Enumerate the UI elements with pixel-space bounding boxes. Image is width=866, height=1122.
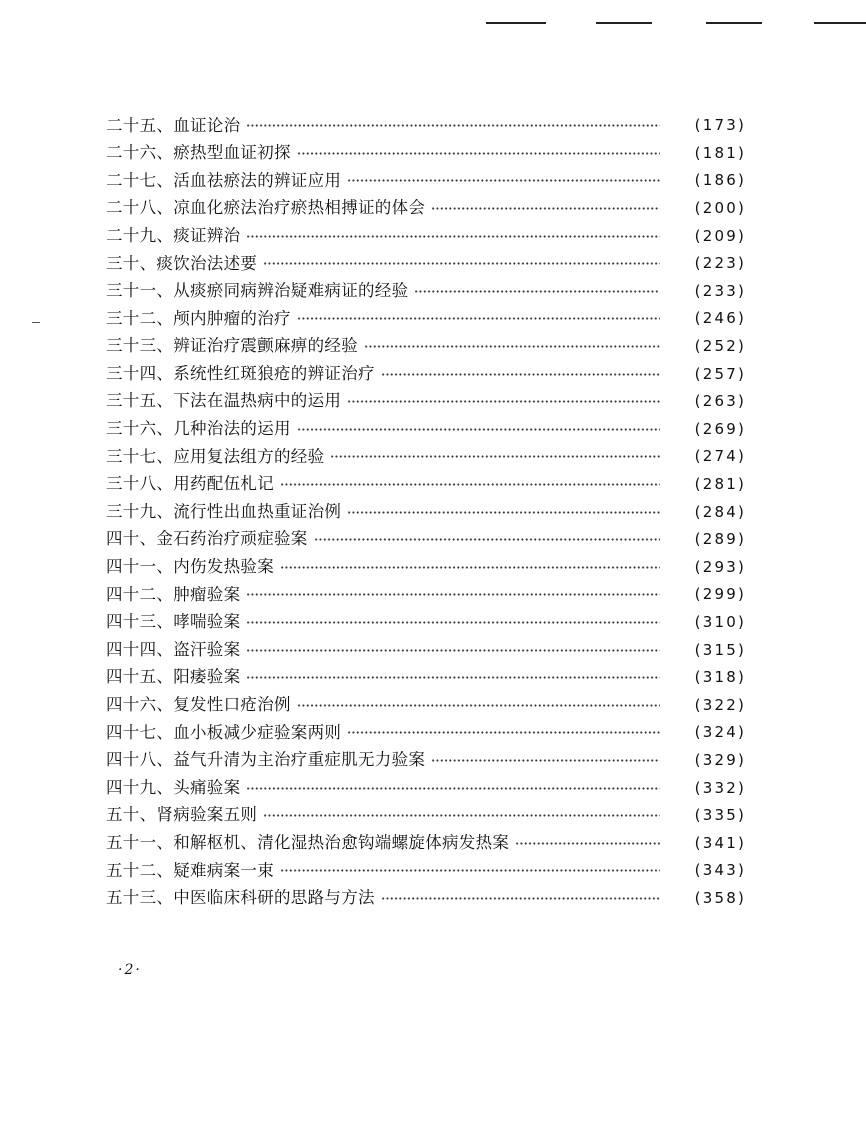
page-number: ·2· bbox=[118, 962, 142, 978]
toc-entry bbox=[106, 471, 746, 499]
toc-entry-page: (173) bbox=[694, 116, 746, 135]
dot-leader bbox=[280, 560, 660, 574]
toc-entry bbox=[106, 554, 746, 582]
dot-leader bbox=[347, 395, 660, 409]
toc-entry bbox=[106, 885, 746, 913]
toc-entry-page: (329) bbox=[694, 750, 746, 769]
header-rule bbox=[814, 22, 866, 24]
toc-entry bbox=[106, 609, 746, 637]
toc-entry-title: 四十一、内伤发热验案 bbox=[106, 557, 274, 577]
toc-entry bbox=[106, 581, 746, 609]
scan-mark bbox=[32, 322, 40, 323]
toc-entry bbox=[106, 305, 746, 333]
dot-leader bbox=[515, 836, 660, 850]
header-rule bbox=[486, 22, 546, 24]
dot-leader bbox=[263, 809, 660, 823]
toc-entry-title: 二十七、活血祛瘀法的辨证应用 bbox=[106, 170, 342, 190]
dot-leader bbox=[347, 726, 660, 740]
toc-entry-title: 四十八、益气升清为主治疗重症肌无力验案 bbox=[106, 750, 426, 770]
dot-leader bbox=[246, 615, 660, 629]
dot-leader bbox=[314, 533, 660, 547]
dot-leader bbox=[297, 146, 660, 160]
dot-leader bbox=[431, 753, 660, 767]
toc-entry-page: (233) bbox=[694, 281, 746, 300]
toc-entry bbox=[106, 416, 746, 444]
toc-entry-page: (318) bbox=[694, 668, 746, 687]
toc-entry-page: (246) bbox=[694, 309, 746, 328]
toc-entry bbox=[106, 195, 746, 223]
toc-entry-title: 二十五、血证论治 bbox=[106, 115, 241, 135]
dot-leader bbox=[246, 229, 660, 243]
header-rules bbox=[0, 22, 866, 26]
dot-leader bbox=[297, 422, 660, 436]
toc-entry-title: 四十六、复发性口疮治例 bbox=[106, 695, 291, 715]
toc-entry-title: 二十八、凉血化瘀法治疗瘀热相搏证的体会 bbox=[106, 198, 426, 218]
toc-entry bbox=[106, 222, 746, 250]
dot-leader bbox=[246, 119, 660, 133]
toc-entry bbox=[106, 526, 746, 554]
toc-entry-page: (257) bbox=[694, 364, 746, 383]
toc-entry-title: 三十六、几种治法的运用 bbox=[106, 419, 291, 439]
header-rule bbox=[596, 22, 652, 24]
toc-entry bbox=[106, 636, 746, 664]
toc-entry-title: 二十六、瘀热型血证初探 bbox=[106, 143, 291, 163]
toc-entry bbox=[106, 664, 746, 692]
toc-entry bbox=[106, 167, 746, 195]
toc-entry-title: 三十三、辨证治疗震颤麻痹的经验 bbox=[106, 336, 358, 356]
toc-entry-title: 四十二、肿瘤验案 bbox=[106, 584, 241, 604]
toc-entry bbox=[106, 360, 746, 388]
dot-leader bbox=[297, 312, 660, 326]
toc-entry bbox=[106, 250, 746, 278]
toc-entry-title: 五十三、中医临床科研的思路与方法 bbox=[106, 888, 375, 908]
toc-entry-page: (263) bbox=[694, 392, 746, 411]
toc-entry bbox=[106, 443, 746, 471]
toc-entry-page: (289) bbox=[694, 530, 746, 549]
dot-leader bbox=[347, 505, 660, 519]
toc-entry-title: 三十五、下法在温热病中的运用 bbox=[106, 391, 342, 411]
toc-entry-page: (335) bbox=[694, 806, 746, 825]
dot-leader bbox=[246, 643, 660, 657]
toc-entry bbox=[106, 112, 746, 140]
toc-entry bbox=[106, 829, 746, 857]
toc-entry-title: 四十七、血小板减少症验案两则 bbox=[106, 722, 342, 742]
toc-entry-title: 二十九、痰证辨治 bbox=[106, 225, 241, 245]
toc-entry-page: (310) bbox=[694, 612, 746, 631]
dot-leader bbox=[364, 340, 660, 354]
toc-entry-title: 三十二、颅内肿瘤的治疗 bbox=[106, 308, 291, 328]
toc-entry bbox=[106, 747, 746, 775]
toc-entry-page: (281) bbox=[694, 475, 746, 494]
toc-entry-page: (284) bbox=[694, 502, 746, 521]
toc-entry-page: (299) bbox=[694, 585, 746, 604]
dot-leader bbox=[381, 891, 660, 905]
toc-entry bbox=[106, 774, 746, 802]
dot-leader bbox=[263, 257, 660, 271]
toc-entry-page: (186) bbox=[694, 171, 746, 190]
dot-leader bbox=[297, 698, 660, 712]
dot-leader bbox=[280, 864, 660, 878]
toc-entry-title: 五十一、和解枢机、清化湿热治愈钩端螺旋体病发热案 bbox=[106, 832, 510, 852]
toc-entry-page: (293) bbox=[694, 557, 746, 576]
dot-leader bbox=[431, 202, 660, 216]
dot-leader bbox=[381, 367, 660, 381]
toc-entry bbox=[106, 691, 746, 719]
dot-leader bbox=[330, 450, 660, 464]
dot-leader bbox=[246, 781, 660, 795]
toc-entry bbox=[106, 333, 746, 361]
toc-entry-page: (358) bbox=[694, 888, 746, 907]
toc-entry-page: (274) bbox=[694, 447, 746, 466]
dot-leader bbox=[246, 588, 660, 602]
toc-entry bbox=[106, 278, 746, 306]
toc-entry bbox=[106, 802, 746, 830]
toc-entry-title: 三十九、流行性出血热重证治例 bbox=[106, 501, 342, 521]
toc-entry-page: (315) bbox=[694, 640, 746, 659]
header-rule bbox=[706, 22, 762, 24]
toc-entry-page: (200) bbox=[694, 199, 746, 218]
toc-entry-page: (324) bbox=[694, 723, 746, 742]
dot-leader bbox=[347, 174, 660, 188]
dot-leader bbox=[280, 478, 660, 492]
toc-entry-page: (343) bbox=[694, 861, 746, 880]
toc-entry bbox=[106, 388, 746, 416]
toc-entry-page: (209) bbox=[694, 226, 746, 245]
toc-entry-title: 三十四、系统性红斑狼疮的辨证治疗 bbox=[106, 363, 375, 383]
toc-entry bbox=[106, 857, 746, 885]
toc-entry-title: 四十五、阳痿验案 bbox=[106, 667, 241, 687]
toc-entry-title: 五十二、疑难病案一束 bbox=[106, 860, 274, 880]
toc-entry-page: (181) bbox=[694, 143, 746, 162]
toc-entry bbox=[106, 140, 746, 168]
toc-entry-title: 三十、痰饮治法述要 bbox=[106, 253, 258, 273]
toc-entry bbox=[106, 498, 746, 526]
toc-entry-title: 四十四、盗汗验案 bbox=[106, 639, 241, 659]
toc-entry-title: 五十、肾病验案五则 bbox=[106, 805, 258, 825]
toc-entry-page: (322) bbox=[694, 695, 746, 714]
toc-entry-title: 四十、金石药治疗顽症验案 bbox=[106, 529, 308, 549]
dot-leader bbox=[246, 671, 660, 685]
toc-entry-title: 三十七、应用复法组方的经验 bbox=[106, 446, 325, 466]
toc-entry-title: 四十九、头痛验案 bbox=[106, 777, 241, 797]
toc-entry-page: (269) bbox=[694, 419, 746, 438]
toc-entry-page: (223) bbox=[694, 254, 746, 273]
toc-entry-title: 四十三、哮喘验案 bbox=[106, 612, 241, 632]
toc-entry-page: (332) bbox=[694, 778, 746, 797]
table-of-contents bbox=[106, 112, 746, 912]
toc-entry-page: (341) bbox=[694, 833, 746, 852]
dot-leader bbox=[414, 284, 660, 298]
toc-entry-title: 三十一、从痰瘀同病辨治疑难病证的经验 bbox=[106, 281, 409, 301]
toc-entry bbox=[106, 719, 746, 747]
toc-entry-page: (252) bbox=[694, 337, 746, 356]
toc-entry-title: 三十八、用药配伍札记 bbox=[106, 474, 274, 494]
